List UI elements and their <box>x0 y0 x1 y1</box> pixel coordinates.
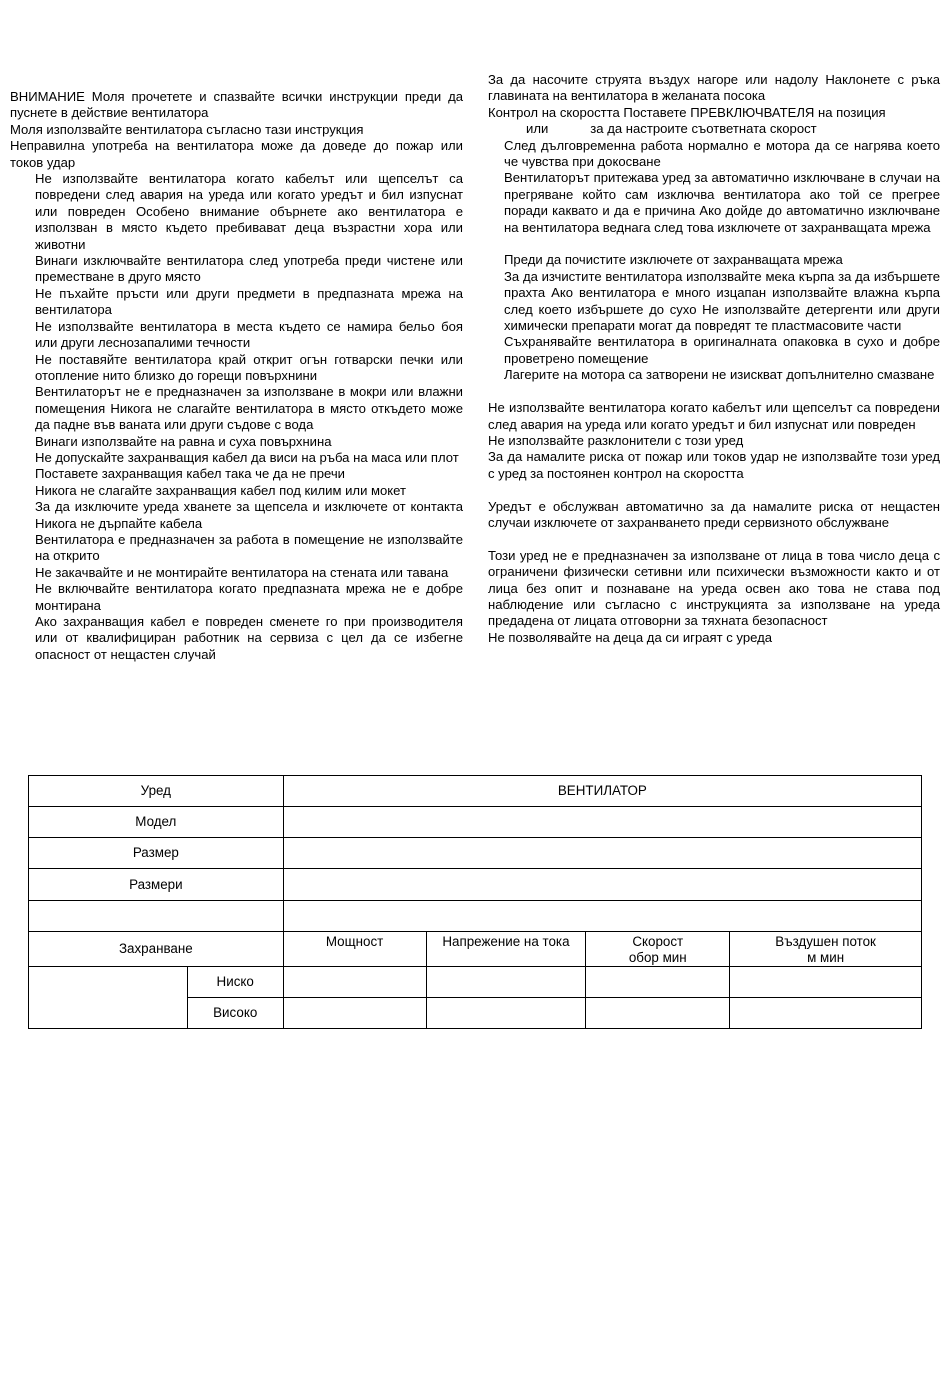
speed-control-or: или <box>526 121 549 137</box>
speed-control-text <box>488 105 940 138</box>
table-row <box>29 901 922 932</box>
low-speed-cell <box>586 967 730 998</box>
table-row <box>29 838 922 869</box>
airflow-header-cell: Въздушен поток м мин <box>730 932 922 967</box>
safety-item: Не закачвайте и не монтирайте вентилатора на стената или тавана <box>35 564 449 580</box>
power-supply-label-cell: Захранване <box>29 932 284 967</box>
size-label-cell: Размер <box>29 838 284 869</box>
safety-item: Винаги изключвайте вентилатора след употреба преди чистене или преместване в друго място <box>35 253 463 285</box>
high-power-cell <box>283 998 426 1029</box>
misuse-warning: Неправилна употреба на вентилатора може да доведе до пожар или токов удар <box>10 138 463 170</box>
table-row <box>29 967 922 998</box>
safety-item: Поставете захранващия кабел така че да не пречи <box>35 466 345 482</box>
overheat-note: След дълговременна работа нормално е мотора да се нагрява което че чувства при докосване <box>504 137 940 170</box>
electrical-warning: Не използвайте разклонители с този уред <box>488 432 744 448</box>
electrical-warning: За да намалите риска от пожар или токов удар не използвайте този уред с уред за постоянен контрол на скоростта <box>488 449 940 481</box>
safety-item: Не допускайте захранващия кабел да виси на ръба на маса или плот <box>35 449 459 465</box>
model-label-cell: Модел <box>29 807 284 838</box>
table-row <box>29 869 922 901</box>
safety-item: Не пъхайте пръсти или други предмети в предпазната мрежа на вентилатора <box>35 285 463 318</box>
high-speed-cell <box>586 998 730 1029</box>
safety-item: Не включвайте вентилатора когато предпазната мрежа не е добре монтирана <box>35 581 463 613</box>
safety-item: Вентилатора е предназначен за работа в помещение не използвайте на открито <box>35 531 463 564</box>
safety-item: Ако захранващия кабел е повреден сменете го при производителя или от квалифициран работник на сервиза с цел да се избегне опасност от нещастен случай <box>35 614 463 662</box>
speed-control-suffix: за да настроите съответната скорост <box>590 121 817 137</box>
power-header-cell: Мощност <box>283 932 426 967</box>
low-power-cell <box>283 967 426 998</box>
device-value-cell: ВЕНТИЛАТОР <box>283 776 921 807</box>
electrical-warning: Не използвайте вентилатора когато кабелът или щепселът са повредени след авария на уреда или когато уредът и бил изпуснат или повреден <box>488 400 940 432</box>
safety-item: Не използвайте вентилатора когато кабелът или щепселът са повредени след авария на уреда или когато уредът и бил изпуснат или повреден Особено внимание обърнете ако вентилатора е използван в място където пребивават деца възрастни хора или животни <box>35 171 463 252</box>
right-instructions-column <box>488 72 940 646</box>
high-airflow-cell <box>730 998 922 1029</box>
safety-item: Никога не слагайте захранващия кабел под килим или мокет <box>35 482 407 498</box>
low-voltage-cell <box>426 967 586 998</box>
model-value-cell <box>283 807 921 838</box>
low-label-cell: Ниско <box>187 967 283 998</box>
speed-control-instruction: Контрол на скоростта Поставете ПРЕВКЛЮЧВАТЕЛЯ на позиция <box>488 104 886 120</box>
safety-item: Винаги използвайте на равна и суха повърхнина <box>35 433 332 449</box>
table-row <box>29 807 922 838</box>
mode-group-cell <box>29 967 188 1029</box>
high-voltage-cell <box>426 998 586 1029</box>
voltage-header-cell: Напрежение на тока <box>426 932 586 967</box>
safety-item: Не използвайте вентилатора в места където се намира бельо боя или други леснозапалими течности <box>35 318 463 351</box>
high-label-cell: Високо <box>187 998 283 1029</box>
spec-table <box>28 775 922 1029</box>
usage-note: Моля използвайте вентилатора съгласно тази инструкция <box>10 121 364 137</box>
service-note: Уредът е обслужван автоматично за да намалите риска от нещастен случаи изключете от захранването преди сервизното обслужване <box>488 498 940 530</box>
speed-header-cell: Скорост обор мин <box>586 932 730 967</box>
low-airflow-cell <box>730 967 922 998</box>
restricted-use-note: Този уред не е предназначен за използване от лица в това число деца с ограничени физически сетивни или психически възможности както и от лица без опит и познаване на уреда освен ако това не става под наблюдение или съгласно с инструкцията за използване на уреда предадена от лицата отговорни за тяхната безопасност <box>488 547 940 629</box>
dimensions-value-cell <box>283 869 921 901</box>
blank-value-cell <box>283 901 921 932</box>
thermal-cutoff-note: Вентилаторът притежава уред за автоматично изключване в случаи на прегряване който сам изключва вентилатора ако той се прегрее поради каквато и да е причина Ако дойде до автоматично изключване на вентилатора веднага след това изключете от захранващата мрежа <box>504 170 940 235</box>
cleaning-item: Съхранявайте вентилатора в оригиналната опаковка в сухо и добре проветрено помещение <box>504 334 940 366</box>
safety-item: Вентилаторът не е предназначен за използване в мокри или влажни помещения Никога не слагайте вентилатора в място откъдето може да падне във ваната или други съдове с вода <box>35 384 463 433</box>
safety-item: Не поставяйте вентилатора край открит огън готварски печки или отопление нито близко до горещи повърхнини <box>35 351 463 383</box>
cleaning-item: За да изчистите вентилатора използвайте мека кърпа за да избършете прахта Ако вентилатора е много изцапан използвайте влажна кърпа след което избършете до сухо Не използвайте детергенти или други химически препарати могат да повредят те пластмасовите части <box>504 268 940 334</box>
cleaning-item: Лагерите на мотора са затворени не изискват допълнително смазване <box>504 367 935 383</box>
left-instructions-column <box>10 89 463 663</box>
blank-label-cell <box>29 901 284 932</box>
dimensions-label-cell: Размери <box>29 869 284 901</box>
table-row <box>29 776 922 807</box>
warning-intro: ВНИМАНИЕ Моля прочетете и спазвайте всички инструкции преди да пуснете в действие вентилатора <box>10 89 463 121</box>
device-label-cell: Уред <box>29 776 284 807</box>
safety-item: За да изключите уреда хванете за щепсела и изключете от контакта Никога не дърпайте кабела <box>35 499 463 531</box>
children-warning: Не позволявайте на деца да си играят с уреда <box>488 629 773 645</box>
size-value-cell <box>283 838 921 869</box>
airflow-direction-text: За да насочите струята въздух нагоре или надолу Наклонете с ръка главината на вентилатора в желаната посока <box>488 72 940 104</box>
table-row <box>29 932 922 967</box>
cleaning-item: Преди да почистите изключете от захранващата мрежа <box>504 252 843 268</box>
